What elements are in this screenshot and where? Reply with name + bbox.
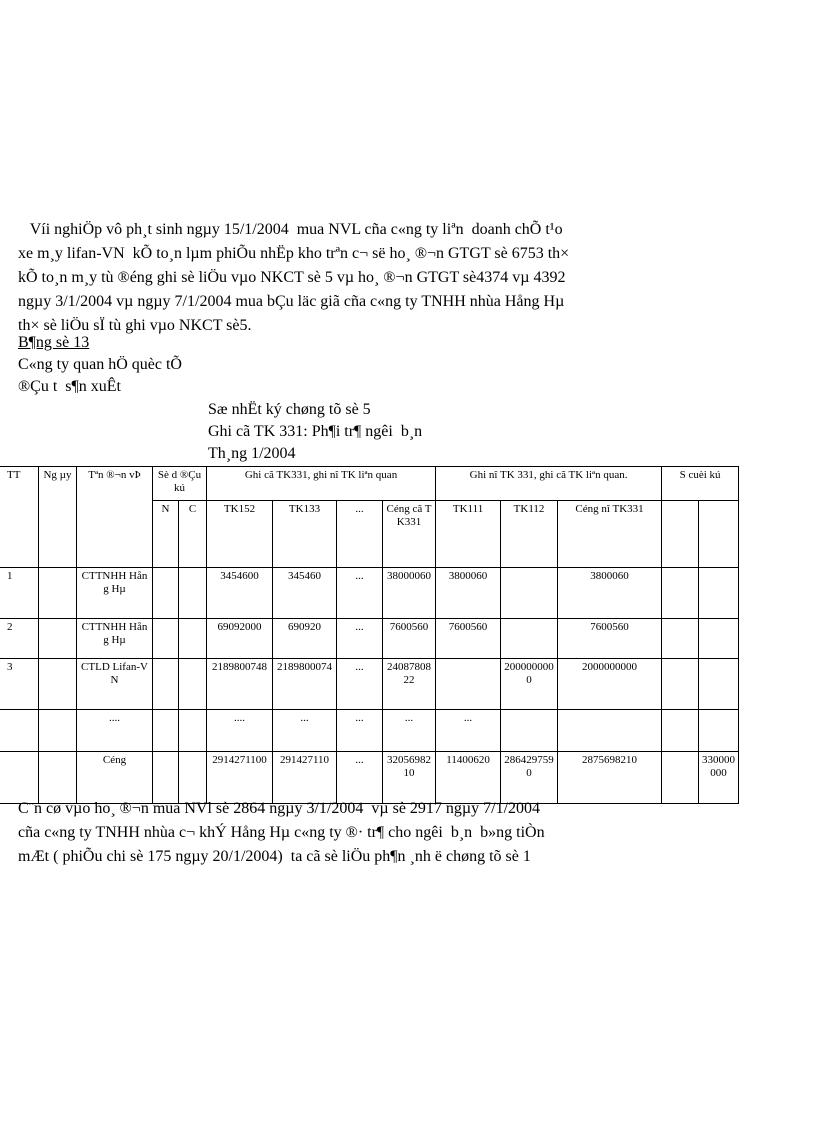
intro-line: kÕ to¸n m¸y tù ®éng ghi sè liÖu vµo NKCT sè 5 vµ ho¸ ®¬n GTGT sè4374 vµ 4392 — [18, 269, 566, 286]
header-ngay: Ng µy — [39, 467, 77, 568]
cell-cong-co: 38000060 — [383, 568, 436, 619]
intro-line: Víi nghiÖp vô ph¸t sinh ngµy 15/1/2004 mua NVL cña c«ng ty liªn doanh chÕ t¹o — [18, 221, 563, 238]
header-tk133: TK133 — [273, 501, 337, 568]
cell-dots: ... — [337, 752, 383, 804]
cell-cong-co: 3205698210 — [383, 752, 436, 804]
cell-cong-no: 2000000000 — [558, 659, 662, 710]
journal-table — [0, 466, 739, 804]
cell-dots: ... — [337, 710, 383, 752]
cell-so-cuoi-1 — [662, 568, 699, 619]
cell-no — [153, 710, 179, 752]
cell-ten: Céng — [77, 752, 153, 804]
cell-ngay — [39, 659, 77, 710]
cell-cong-no: 2875698210 — [558, 752, 662, 804]
table-header-row — [0, 467, 739, 501]
cell-tk152: 69092000 — [207, 619, 273, 659]
journal-title — [208, 399, 422, 465]
header-so-cuoi-1 — [662, 501, 699, 568]
header-tk152: TK152 — [207, 501, 273, 568]
intro-line: xe m¸y lifan-VN kÕ to¸n lµm phiÕu nhËp kho trªn c¬ së ho¸ ®¬n GTGT sè 6753 th× — [18, 245, 570, 262]
cell-cong-co: 2408780822 — [383, 659, 436, 710]
cell-tk112 — [501, 710, 558, 752]
cell-dots: ... — [337, 619, 383, 659]
table-row — [0, 619, 739, 659]
cell-so-cuoi-2: 330000000 — [699, 752, 739, 804]
cell-ten: CTLD Lifan-VN — [77, 659, 153, 710]
cell-tk111: 3800060 — [436, 568, 501, 619]
cell-tk152: 2914271100 — [207, 752, 273, 804]
cell-ngay — [39, 568, 77, 619]
cell-ngay — [39, 710, 77, 752]
header-ten-don-vi: Tªn ®¬n vÞ — [77, 467, 153, 568]
cell-tk111: 7600560 — [436, 619, 501, 659]
header-cong-co: Céng cã TK331 — [383, 501, 436, 568]
cell-so-cuoi-1 — [662, 659, 699, 710]
cell-co — [179, 752, 207, 804]
journal-title-line: Sæ nhËt ký chøng tõ sè 5 — [208, 401, 371, 418]
cell-tk112 — [501, 568, 558, 619]
outro-line: mÆt ( phiÕu chi sè 175 ngµy 20/1/2004) ta cã sè liÖu ph¶n ¸nh ë chøng tõ sè 1 — [18, 848, 531, 865]
cell-ten: .... — [77, 710, 153, 752]
cell-tk111: 11400620 — [436, 752, 501, 804]
table-row — [0, 710, 739, 752]
outro-line: cña c«ng ty TNHH nhùa c¬ khÝ Hång Hµ c«ng ty ®· tr¶ cho ngêi b¸n b»ng tiÒn — [18, 824, 545, 841]
cell-no — [153, 568, 179, 619]
cell-tk133: ... — [273, 710, 337, 752]
header-ghi-no-group: Ghi nî TK 331, ghi cã TK liªn quan. — [436, 467, 662, 501]
header-cong-no: Céng nî TK331 — [558, 501, 662, 568]
cell-tk111: ... — [436, 710, 501, 752]
cell-so-cuoi-2 — [699, 710, 739, 752]
cell-no — [153, 619, 179, 659]
cell-tk152: 2189800748 — [207, 659, 273, 710]
cell-tt: 1 — [0, 568, 39, 619]
cell-no — [153, 752, 179, 804]
header-so-du-dau-ky: Sè d ®Çu kú — [153, 467, 207, 501]
header-tk112: TK112 — [501, 501, 558, 568]
header-co: C — [179, 501, 207, 568]
cell-dots: ... — [337, 659, 383, 710]
cell-ten: CTTNHH Hång Hµ — [77, 568, 153, 619]
cell-co — [179, 659, 207, 710]
header-tt: TT — [0, 467, 39, 568]
cell-tt — [0, 710, 39, 752]
intro-paragraph — [18, 218, 678, 338]
company-department: ®Çu t s¶n xuÊt — [18, 378, 121, 395]
cell-tt: 2 — [0, 619, 39, 659]
cell-cong-co: 7600560 — [383, 619, 436, 659]
cell-tk112: 2864297590 — [501, 752, 558, 804]
company-name: C«ng ty quan hÖ quèc tÕ — [18, 356, 182, 373]
header-no: N — [153, 501, 179, 568]
cell-cong-no: 3800060 — [558, 568, 662, 619]
header-so-cuoi-ky: S cuèi kú — [662, 467, 739, 501]
cell-co — [179, 619, 207, 659]
cell-tk133: 291427110 — [273, 752, 337, 804]
journal-period: Th¸ng 1/2004 — [208, 445, 296, 462]
cell-ngay — [39, 752, 77, 804]
cell-ten: CTTNHH Hång Hµ — [77, 619, 153, 659]
table-row — [0, 659, 739, 710]
header-dots: ... — [337, 501, 383, 568]
cell-so-cuoi-2 — [699, 568, 739, 619]
cell-tk133: 690920 — [273, 619, 337, 659]
cell-tk133: 2189800074 — [273, 659, 337, 710]
cell-tk111 — [436, 659, 501, 710]
table-label: B¶ng sè 13 — [18, 334, 90, 351]
intro-line: th× sè liÖu sÏ tù ghi vµo NKCT sè5. — [18, 317, 252, 334]
cell-so-cuoi-2 — [699, 659, 739, 710]
cell-tk152: 3454600 — [207, 568, 273, 619]
cell-cong-co: ... — [383, 710, 436, 752]
cell-cong-no — [558, 710, 662, 752]
cell-tk152: .... — [207, 710, 273, 752]
cell-tt: 3 — [0, 659, 39, 710]
cell-ngay — [39, 619, 77, 659]
cell-tk133: 345460 — [273, 568, 337, 619]
outro-line: C¨n cø vµo ho¸ ®¬n mua NVl sè 2864 ngµy 3/1/2004 vµ sè 2917 ngµy 7/1/2004 — [18, 800, 541, 817]
cell-tt — [0, 752, 39, 804]
outro-paragraph — [18, 797, 678, 869]
header-tk111: TK111 — [436, 501, 501, 568]
cell-so-cuoi-1 — [662, 752, 699, 804]
cell-so-cuoi-1 — [662, 619, 699, 659]
cell-so-cuoi-2 — [699, 619, 739, 659]
cell-co — [179, 568, 207, 619]
cell-cong-no: 7600560 — [558, 619, 662, 659]
cell-so-cuoi-1 — [662, 710, 699, 752]
intro-line: ngµy 3/1/2004 vµ ngµy 7/1/2004 mua bÇu läc giã cña c«ng ty TNHH nhùa Hång Hµ — [18, 293, 565, 310]
table-total-row — [0, 752, 739, 804]
journal-title-line: Ghi cã TK 331: Ph¶i tr¶ ngêi b¸n — [208, 423, 423, 440]
cell-tk112 — [501, 619, 558, 659]
table-row — [0, 568, 739, 619]
cell-co — [179, 710, 207, 752]
cell-dots: ... — [337, 568, 383, 619]
header-ghi-co-group: Ghi cã TK331, ghi nî TK liªn quan — [207, 467, 436, 501]
header-so-cuoi-2 — [699, 501, 739, 568]
cell-no — [153, 659, 179, 710]
cell-tk112: 2000000000 — [501, 659, 558, 710]
